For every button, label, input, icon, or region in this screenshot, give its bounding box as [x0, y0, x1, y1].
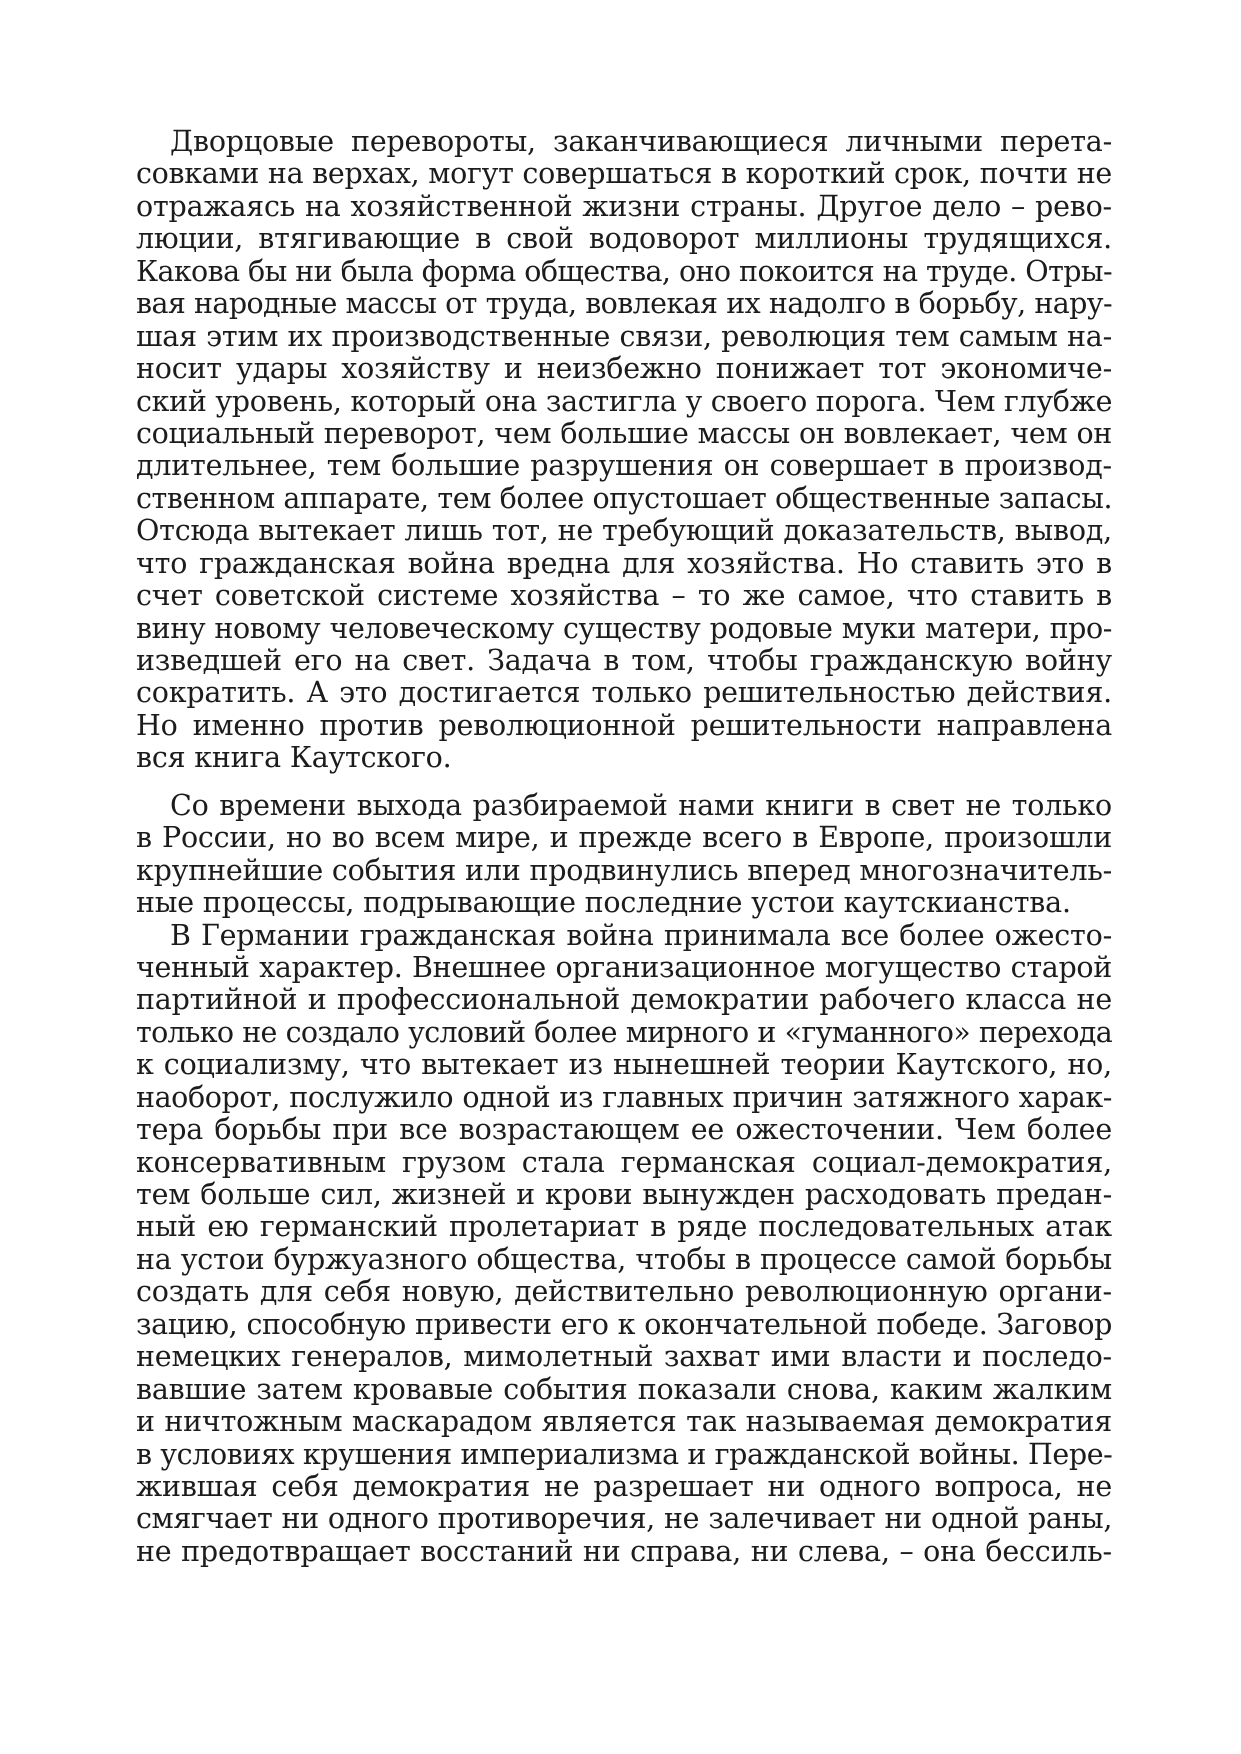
text-line: ственном аппарате, тем более опустошает общественные запасы. [136, 481, 1113, 515]
text-line: Но именно против революционной решительности направлена [136, 708, 1112, 742]
text-line: тера борьбы при все возрастающем ее ожесточении. Чем более [136, 1113, 1112, 1147]
text-line: В Германии гражданская война принимала все более ожесто- [170, 918, 1112, 952]
text-line: совками на верхах, могут совершаться в короткий срок, почти не [136, 157, 1112, 191]
text-line: Отсюда вытекает лишь тот, не требующий доказательств, вывод, [136, 514, 1112, 548]
text-line: ный ею германский пролетариат в ряде последовательных атак [136, 1210, 1112, 1244]
paragraph-gap [136, 775, 1112, 790]
text-line: сократить. А это достигается только решительностью действия. [136, 676, 1112, 710]
text-line: Какова бы ни была форма общества, оно покоится на труде. Отры- [136, 254, 1112, 288]
text-line: Со времени выхода разбираемой нами книги в свет не только [170, 788, 1112, 822]
text-line: крупнейшие события или продвинулись вперед многозначитель- [136, 853, 1113, 887]
text-line: отражаясь на хозяйственной жизни страны. Другое дело – рево- [136, 189, 1112, 223]
text-line: ский уровень, который она застигла у своего порога. Чем глубже [136, 384, 1113, 418]
text-line: консервативным грузом стала германская социал-демократия, [136, 1145, 1112, 1179]
text-line: счет советской системе хозяйства – то же самое, что ставить в [136, 579, 1112, 613]
text-line: вину новому человеческому существу родовые муки матери, про- [136, 611, 1112, 645]
text-line: партийной и профессиональной демократии рабочего класса не [136, 983, 1112, 1017]
text-line: носит удары хозяйству и неизбежно понижает тот экономиче- [136, 352, 1112, 386]
text-line: на устои буржуазного общества, чтобы в процессе самой борьбы [136, 1242, 1112, 1276]
text-line: только не создало условий более мирного и «гуманного» перехода [136, 1015, 1112, 1049]
body-text [136, 126, 1112, 1568]
text-line: социальный переворот, чем большие массы он вовлекает, чем он [136, 416, 1112, 450]
text-line: в условиях крушения империализма и гражданской войны. Пере- [136, 1437, 1113, 1471]
text-line: длительнее, тем большие разрушения он совершает в производ- [136, 449, 1112, 483]
text-line: изведшей его на свет. Задача в том, чтобы гражданскую войну [136, 644, 1112, 677]
text-line: не предотвращает восстаний ни справа, ни слева, – она бессиль- [136, 1534, 1112, 1568]
text-line: создать для себя новую, действительно революционную органи- [136, 1275, 1112, 1309]
text-line: немецких генералов, мимолетный захват ими власти и последо- [136, 1340, 1112, 1374]
paragraph-2 [136, 790, 1112, 920]
text-line: зацию, способную привести его к окончательной победе. Заговор [136, 1307, 1112, 1341]
text-line: жившая себя демократия не разрешает ни одного вопроса, не [136, 1469, 1112, 1503]
text-line: вавшие затем кровавые события показали снова, каким жалким [136, 1372, 1112, 1406]
text-line: наоборот, послужило одной из главных причин затяжного харак- [136, 1080, 1112, 1114]
text-line: вся книга Каутского. [136, 741, 452, 775]
paragraph-3 [136, 920, 1112, 1569]
text-line: к социализму, что вытекает из нынешней теории Каутского, но, [136, 1048, 1112, 1082]
text-line: вая народные массы от труда, вовлекая их надолго в борьбу, нару- [136, 287, 1112, 321]
text-line: ные процессы, подрывающие последние устои каутскианства. [136, 886, 1071, 920]
text-line: что гражданская война вредна для хозяйства. Но ставить это в [136, 546, 1112, 580]
text-line: Дворцовые перевороты, заканчивающиеся личными перета- [170, 125, 1112, 158]
text-line: смягчает ни одного противоречия, не залечивает ни одной раны, [136, 1502, 1112, 1536]
text-line: ченный характер. Внешнее организационное могущество старой [136, 950, 1112, 984]
text-line: люции, втягивающие в свой водоворот миллионы трудящихся. [136, 222, 1112, 256]
paragraph-1 [136, 126, 1112, 775]
text-line: тем больше сил, жизней и крови вынужден расходовать предан- [136, 1178, 1112, 1211]
text-line: шая этим их производственные связи, революция тем самым на- [136, 319, 1112, 353]
text-line: и ничтожным маскарадом является так называемая демократия [136, 1405, 1112, 1439]
text-line: в России, но во всем мире, и прежде всего в Европе, произошли [136, 821, 1112, 855]
